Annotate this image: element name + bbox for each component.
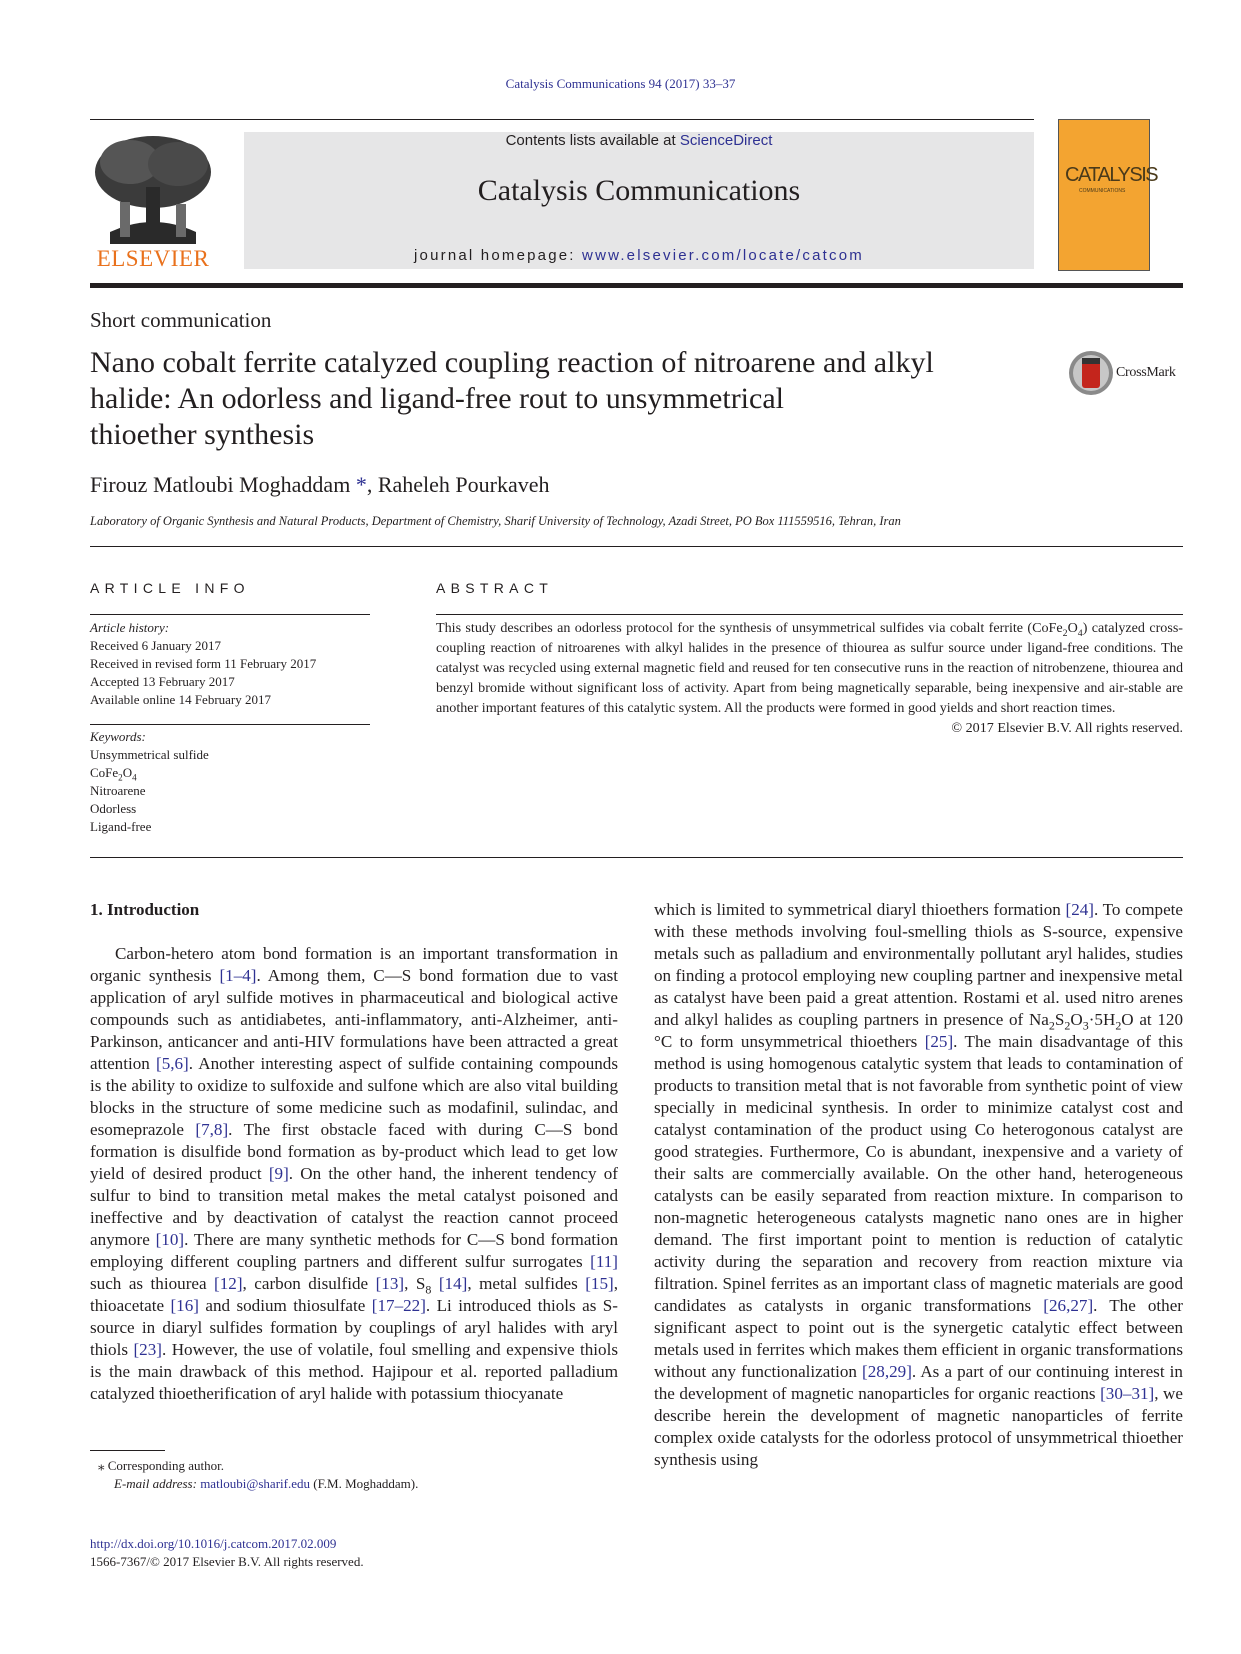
author-name[interactable]: Firouz Matloubi Moghaddam [90, 472, 351, 497]
divider [90, 857, 1183, 858]
journal-homepage-link[interactable]: www.elsevier.com/locate/catcom [582, 247, 864, 264]
abstract-body [436, 618, 1183, 738]
title-line: Nano cobalt ferrite catalyzed coupling reaction of nitroarene and alkyl [90, 346, 934, 379]
header-top-rule [90, 119, 1034, 120]
citation-link[interactable]: [15] [585, 1274, 614, 1293]
journal-homepage-line [244, 247, 1034, 264]
email-link[interactable]: matloubi@sharif.edu [200, 1476, 310, 1491]
history-label: Article history: [90, 620, 170, 635]
keyword: Odorless [90, 801, 137, 816]
journal-header-box [244, 132, 1034, 269]
citation-link[interactable]: [28,29] [862, 1362, 912, 1381]
article-type: Short communication [90, 308, 272, 332]
corresponding-author-mark[interactable]: * [355, 472, 367, 497]
footnote-email: E-mail address: matloubi@sharif.edu (F.M. Moghaddam). [114, 1476, 419, 1491]
citation-link[interactable]: [11] [590, 1252, 618, 1271]
citation-link[interactable]: [26,27] [1043, 1296, 1094, 1315]
body-column-left [90, 943, 618, 1405]
author-name[interactable]: Raheleh Pourkaveh [377, 472, 550, 497]
cover-subtitle: COMMUNICATIONS [1079, 188, 1126, 194]
abstract-heading: ABSTRACT [436, 580, 554, 596]
history-item: Received 6 January 2017 [90, 638, 222, 653]
homepage-prefix: journal homepage: [414, 247, 583, 264]
keyword: Nitroarene [90, 783, 146, 798]
citation-link[interactable]: [1–4] [219, 966, 257, 985]
contents-available-line [244, 132, 1034, 149]
doi-block [90, 1535, 364, 1571]
history-item: Accepted 13 February 2017 [90, 674, 235, 689]
citation-link[interactable]: [23] [133, 1340, 162, 1359]
citation-link[interactable]: [7,8] [195, 1120, 229, 1139]
crossmark-badge[interactable] [1068, 350, 1186, 396]
abstract-copyright: © 2017 Elsevier B.V. All rights reserved. [951, 720, 1183, 736]
citation-link[interactable]: [9] [268, 1164, 289, 1183]
crossmark-icon [1068, 350, 1114, 396]
citation-link[interactable]: [25] [924, 1032, 954, 1051]
keyword: Ligand-free [90, 819, 152, 834]
citation-link[interactable]: [17–22] [371, 1296, 426, 1315]
footnote [90, 1457, 418, 1493]
cover-title: CATALYSIS [1065, 164, 1158, 186]
keyword: Unsymmetrical sulfide [90, 747, 209, 762]
divider [90, 614, 370, 615]
history-item: Available online 14 February 2017 [90, 692, 271, 707]
title-line: thioether synthesis [90, 418, 315, 451]
citation-link[interactable]: [13] [375, 1274, 405, 1293]
citation-link[interactable]: [14] [438, 1274, 468, 1293]
divider [90, 724, 370, 725]
doi-link[interactable]: http://dx.doi.org/10.1016/j.catcom.2017.02.009 [90, 1536, 337, 1551]
abstract-paragraph: This study describes an odorless protocol for the synthesis of unsymmetrical sulfides via cobalt ferrite $(CoFe_2O_4)$ catalyzed cross-coupling reaction of nitroarenes with alkyl halides in the presence of thiourea as sulfur source under ligand-free conditions. The catalyst was recycled using external magnetic field and reused for ten consecutive runs in the reaction of nitrobenzene, thiourea and benzyl bromide without significant loss of activity. Apart from being magnetically separable, being inexpensive and air-stable are another important features of this catalytic system. All the products were formed in good yields and short reaction times. [436, 620, 1183, 716]
contents-prefix: Contents lists available at [505, 132, 680, 149]
author-list [90, 472, 549, 498]
article-title [90, 345, 1010, 453]
history-item: Received in revised form 11 February 2017 [90, 656, 317, 671]
body-column-right [654, 899, 1183, 1471]
author-affiliation: Laboratory of Organic Synthesis and Natural Products, Department of Chemistry, Sharif University of Technology, Azadi Street, PO Box 111559516, Tehran, Iran [90, 514, 901, 528]
citation-link[interactable]: [30–31] [1100, 1384, 1155, 1403]
keywords-label: Keywords: [90, 729, 146, 744]
sciencedirect-link[interactable]: ScienceDirect [679, 132, 773, 149]
citation-link[interactable]: [10] [155, 1230, 185, 1249]
journal-name: Catalysis Communications [477, 174, 801, 207]
citation-link[interactable]: [12] [214, 1274, 243, 1293]
section-heading-introduction: 1. Introduction [90, 900, 200, 919]
intro-paragraph: Carbon-hetero atom bond formation is an important transformation in organic synthesis [1–4]. Among them, C—S bond formation due to vast application of aryl sulfide motives in pharmaceutical and biological active compounds such as antidiabetes, anti-inflammatory, anti-Alzheimer, anti-Parkinson, anticancer and anti-HIV formulations have been attracted a great attention [5,6]. Another interesting aspect of sulfide containing compounds is the ability to oxidize to sulfoxide and sulfone which are also vital building blocks in the structure of some medicine such as modafinil, sulindac, and esomeprazole [7,8]. The first obstacle faced with during C—S bond formation is disulfide bond formation as by-product which lead to get low yield of desired product [9]. On the other hand, the inherent tendency of sulfur to bind to transition metal makes the metal catalyst poisoned and ineffective and by deactivation of catalyst the reaction cannot proceed anymore [10]. There are many synthetic methods for C—S bond formation employing different coupling partners and different sulfur surrogates [11] such as thiourea [12], carbon disulfide [13], $S_8$ [14], metal sulfides [15], thioacetate [16] and sodium thiosulfate [17–22]. Li introduced thiols as S-source in diaryl sulfides formation by couplings of aryl halides with aryl thiols [23]. However, the use of volatile, foul smelling and expensive thiols is the main drawback of this method. Hajipour et al. reported palladium catalyzed thioetherification of aryl halide with potassium thiocyanate [90, 944, 619, 1403]
journal-reference[interactable]: Catalysis Communications 94 (2017) 33–37 [505, 76, 736, 91]
divider [90, 546, 1183, 547]
header-thick-rule [90, 283, 1183, 288]
citation-link[interactable]: [24] [1065, 900, 1094, 919]
divider [436, 614, 1183, 615]
footnote-rule [90, 1450, 165, 1451]
journal-cover-thumbnail[interactable] [1058, 119, 1158, 271]
keywords-list [90, 728, 370, 836]
issn-line: 1566-7367/© 2017 Elsevier B.V. All rights reserved. [90, 1554, 364, 1569]
author-separator: , [366, 472, 378, 497]
footnote-corresponding: ⁎ Corresponding author. [98, 1458, 225, 1473]
intro-paragraph-continued: which is limited to symmetrical diaryl thioethers formation [24]. To compete with these methods involving foul-smelling thiols as S-source, expensive metals such as palladium and environmentally pollutant aryl halides, studies on finding a protocol employing new coupling partner and inexpensive metal as catalyst have been paid a great attention. Rostami et al. used nitro arenes and alkyl halides as coupling partners in presence of $Na_2S_2O_3\cdot 5H_2O$ at 120 °C to form unsymmetrical thioethers [25]. The main disadvantage of this method is using homogenous catalytic system that leads to contamination of products to transition metal that is not favorable from synthetic point of view specially in medicinal synthesis. In order to minimize catalyst cost and catalyst contamination of the product using Co heterogonous catalyst are good strategies. Furthermore, Co is abundant, inexpensive and a variety of their salts are commercially available. On the other hand, heterogeneous catalysts can be easily separated from reaction mixture. In comparison to non-magnetic heterogeneous catalysts magnetic nano ones are in higher demand. The first important point to mention is reduction of catalytic activity during the separation and recovery from reaction mixture via filtration. Spinel ferrites as an important class of magnetic materials are good candidates as catalysts in organic transformations [26,27]. The other significant aspect to point out is the synergetic catalytic effect between metals used in ferrites which makes them efficient in organic transformations without any functionalization [28,29]. As a part of our continuing interest in the development of magnetic nanoparticles for organic reactions [30–31], we describe herein the development of magnetic nanoparticles of ferrite complex oxide catalysts for the odorless protocol of unsymmetrical thioether synthesis using [654, 900, 1184, 1469]
citation-link[interactable]: [5,6] [156, 1054, 189, 1073]
article-info-heading: ARTICLE INFO [90, 580, 250, 596]
title-line: halide: An odorless and ligand-free rout to unsymmetrical [90, 382, 784, 415]
crossmark-label: CrossMark [1116, 365, 1176, 380]
article-history [90, 619, 370, 709]
elsevier-wordmark: ELSEVIER [96, 246, 210, 271]
citation-link[interactable]: [16] [170, 1296, 199, 1315]
keyword: $CoFe_2O_4$ [90, 765, 137, 783]
